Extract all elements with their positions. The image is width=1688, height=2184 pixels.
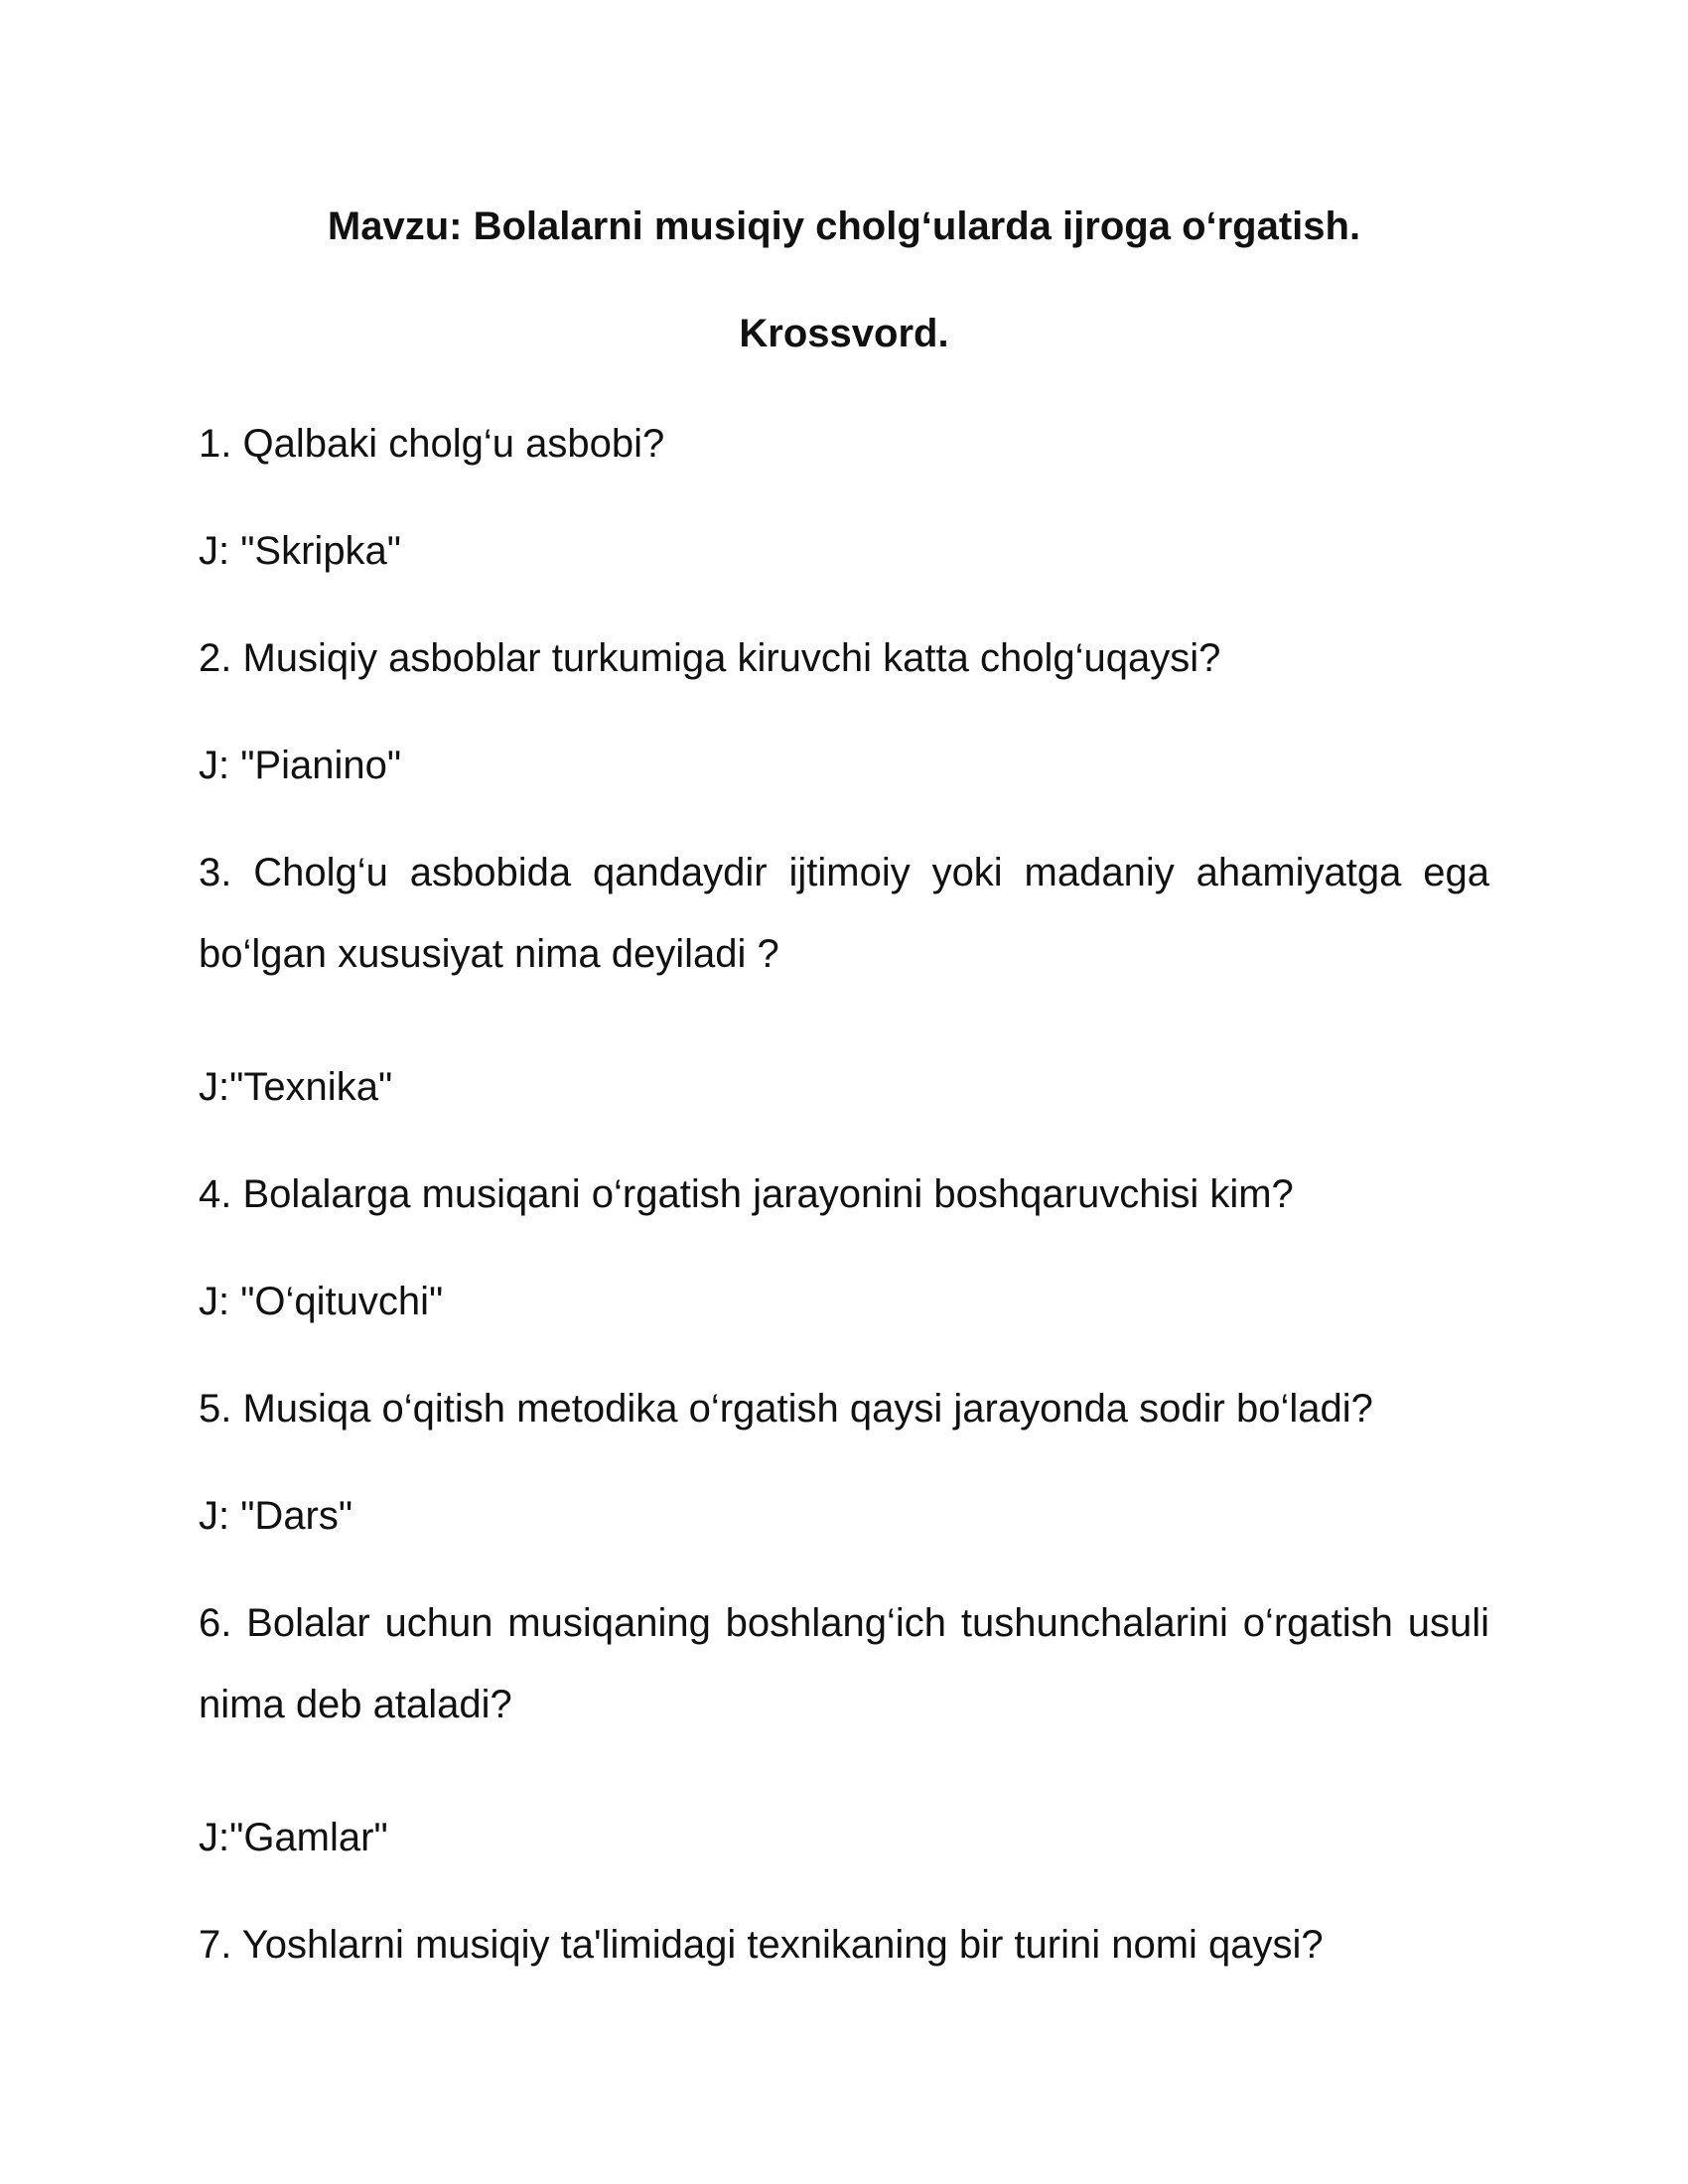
answer-6: J:"Gamlar" (199, 1816, 388, 1859)
question-3: 3. Cholg‘u asbobida qandaydir ijtimoiy yoki madaniy ahamiyatga ega bo‘lgan xususiyat nima deyiladi ? (199, 851, 1489, 976)
answer-4: J: "O‘qituvchi" (199, 1280, 444, 1323)
answer-3: J:"Texnika" (199, 1065, 393, 1109)
question-4: 4. Bolalarga musiqani o‘rgatish jarayonini boshqaruvchisi kim? (199, 1172, 1294, 1216)
document-subtitle: Krossvord. (739, 312, 949, 355)
question-2: 2. Musiqiy asboblar turkumiga kiruvchi katta cholg‘uqaysi? (199, 636, 1221, 680)
question-1: 1. Qalbaki cholg‘u asbobi? (199, 422, 665, 466)
question-5: 5. Musiqa o‘qitish metodika o‘rgatish qaysi jarayonda sodir bo‘ladi? (199, 1387, 1373, 1431)
answer-2: J: "Pianino" (199, 744, 402, 787)
document-title: Mavzu: Bolalarni musiqiy cholg‘ularda ijroga o‘rgatish. (327, 205, 1361, 248)
document-page (199, 189, 1489, 2011)
answer-5: J: "Dars" (199, 1494, 353, 1538)
question-6: 6. Bolalar uchun musiqaning boshlang‘ich tushunchalarini o‘rgatish usuli nima deb ataladi? (199, 1601, 1489, 1726)
question-7: 7. Yoshlarni musiqiy ta'limidagi texnikaning bir turini nomi qaysi? (199, 1923, 1324, 1967)
answer-1: J: "Skripka" (199, 529, 402, 573)
